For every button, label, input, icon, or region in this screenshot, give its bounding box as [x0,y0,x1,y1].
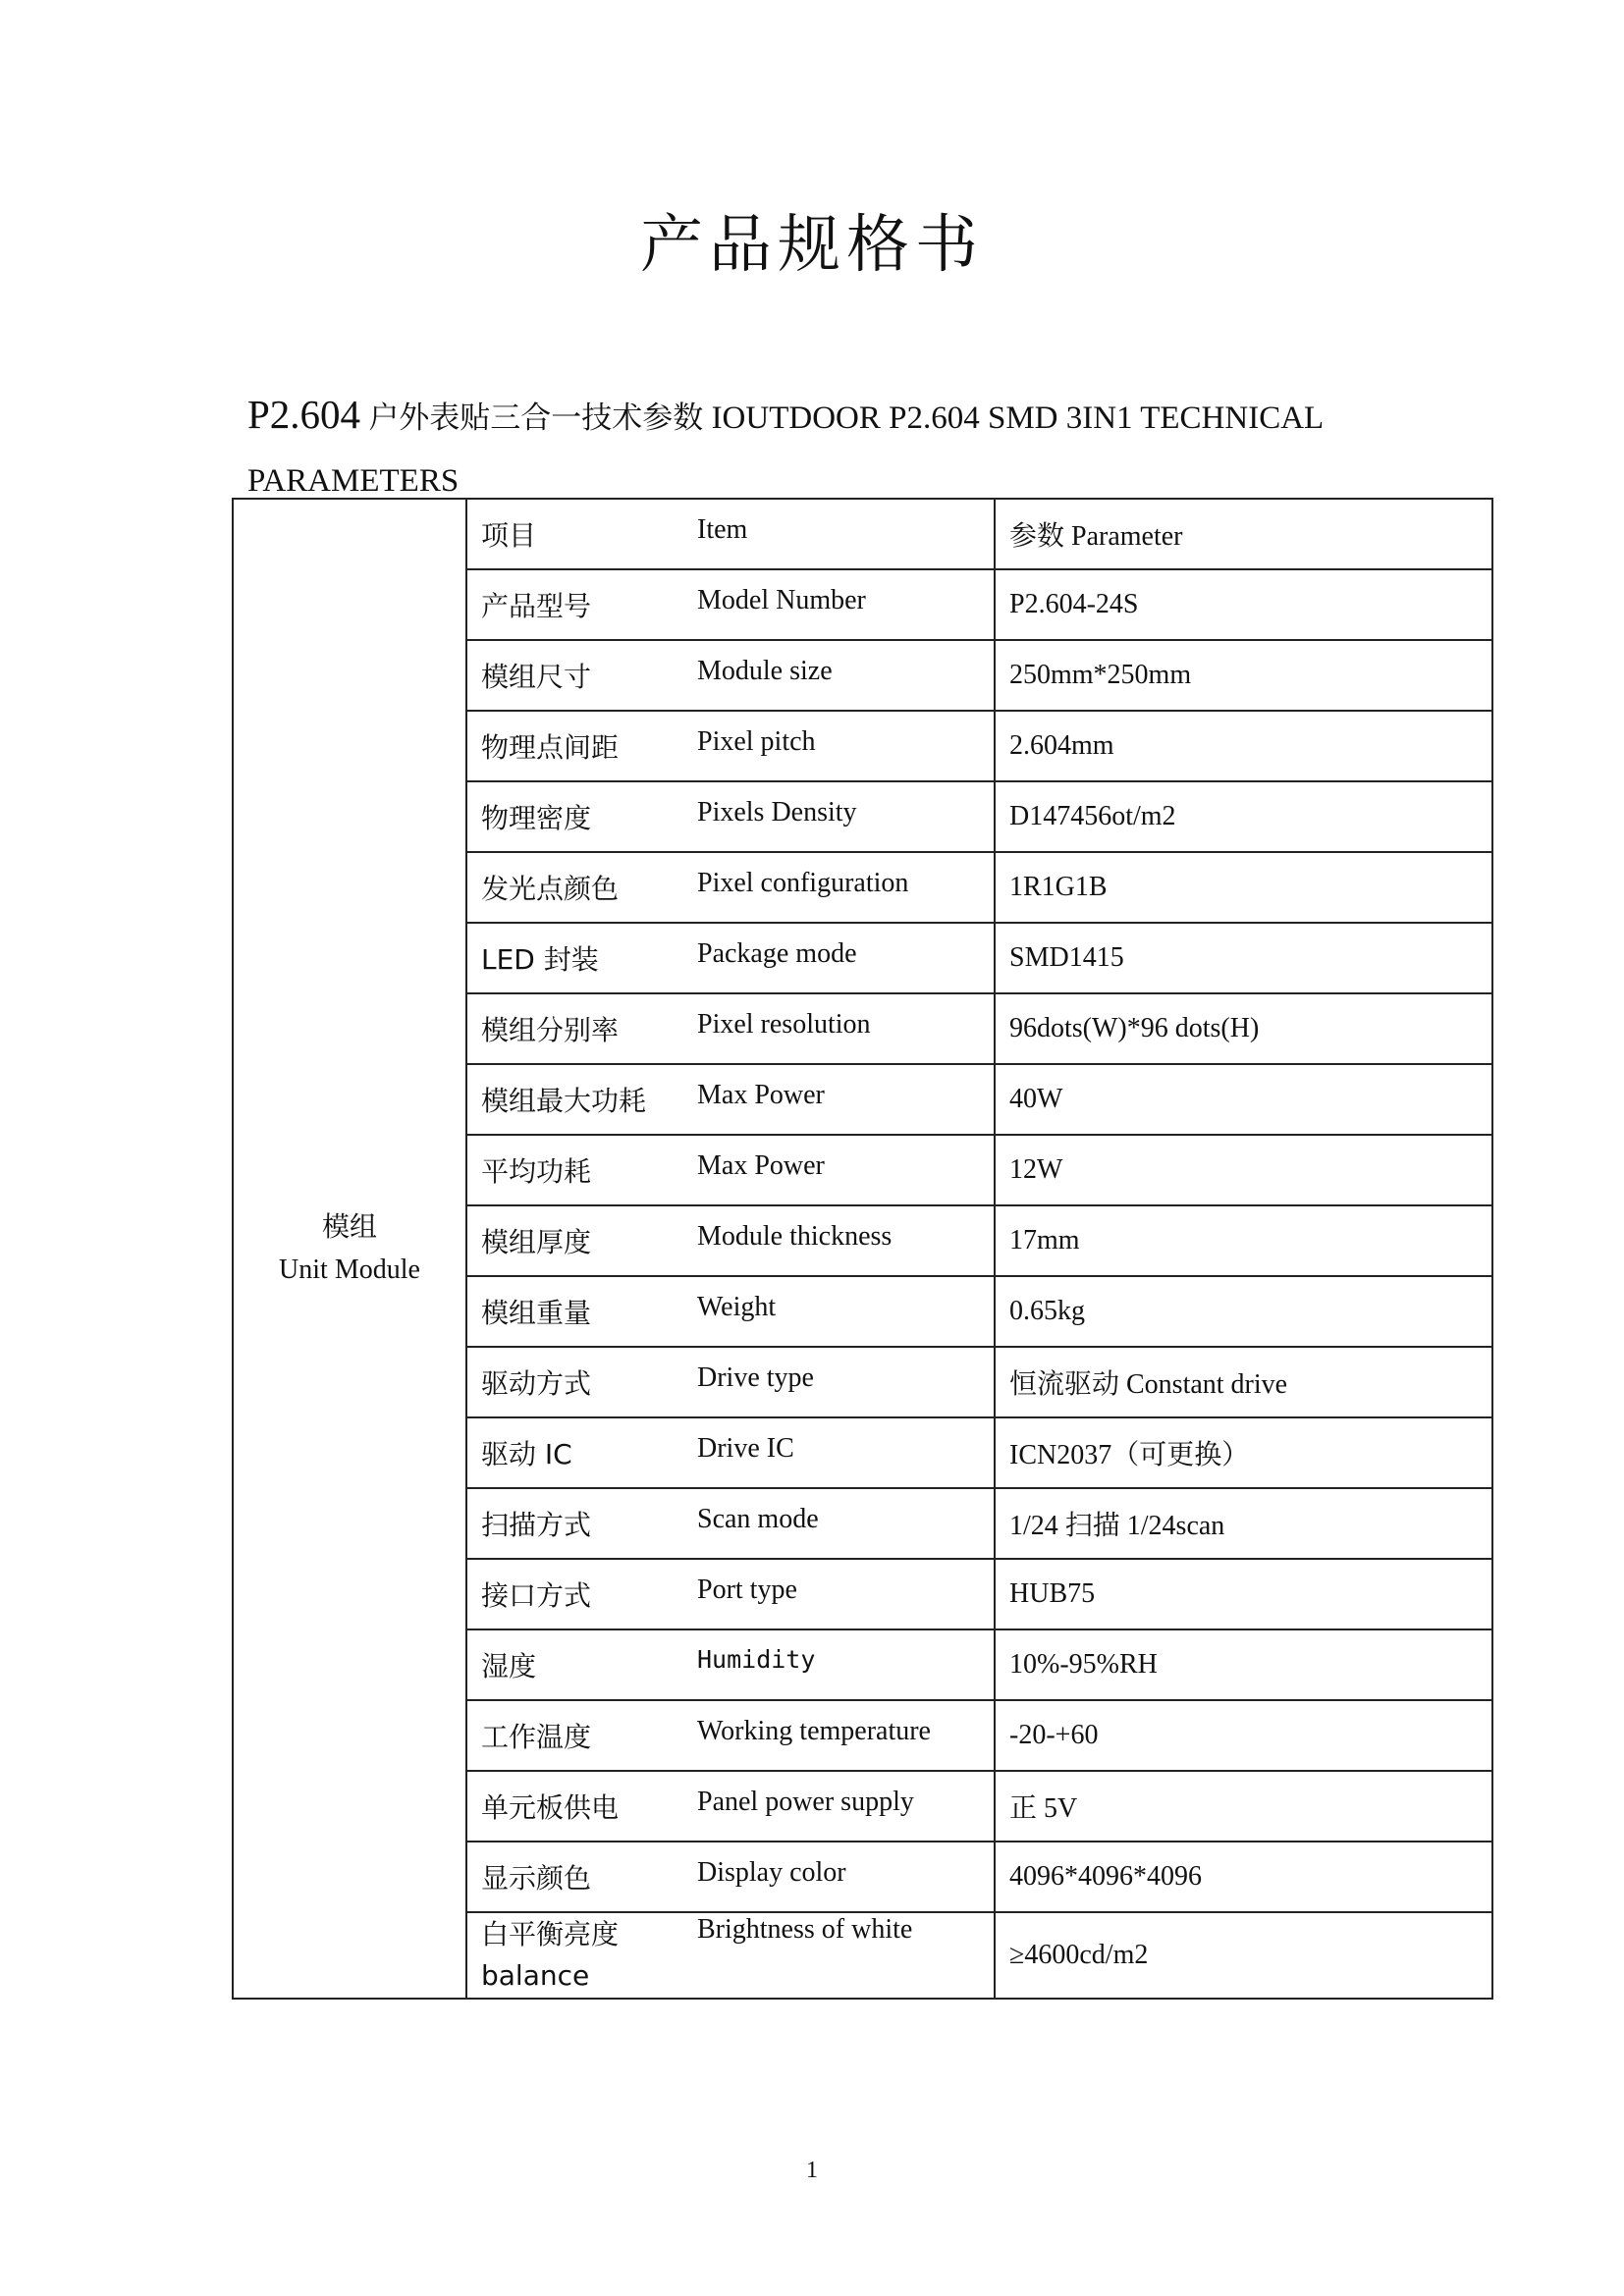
document-title: 产品规格书 [640,209,984,282]
item-cn: 接口方式 [481,1579,592,1612]
value-cell: 1R1G1B [995,852,1492,923]
item-cn: 平均功耗 [481,1155,592,1188]
value-cell: 恒流驱动 Constant drive [995,1347,1492,1417]
header-item-cell [466,499,995,569]
value-cell: P2.604-24S [995,569,1492,640]
item-cn: 产品型号 [481,590,592,622]
item-en: Drive type [697,1362,814,1393]
value-cell: 4096*4096*4096 [995,1842,1492,1912]
header-item-cn: 项目 [481,519,537,552]
item-en: Module thickness [697,1221,893,1252]
value-cell: 1/24 扫描 1/24scan [995,1488,1492,1559]
document-subtitle [247,383,1475,512]
item-cn: 模组厚度 [481,1226,592,1258]
item-en: Pixel configuration [697,868,909,898]
value-cell: 2.604mm [995,711,1492,781]
subtitle-cn: 户外表贴三合一技术参数 [368,400,704,436]
value-cell: 正 5V [995,1771,1492,1842]
value-cell: 17mm [995,1205,1492,1276]
subtitle-model: P2.604 [247,392,361,437]
value-cell: 10%-95%RH [995,1629,1492,1700]
item-cell [466,1417,995,1488]
item-cell [466,711,995,781]
item-cn: 单元板供电 [481,1791,620,1824]
value-cell: -20-+60 [995,1700,1492,1771]
item-cn: 显示颜色 [481,1862,592,1895]
value-cell: SMD1415 [995,923,1492,993]
item-cn: 模组尺寸 [481,661,592,693]
subtitle-en: IOUTDOOR P2.604 SMD 3IN1 TECHNICAL PARAMETERS [247,400,1323,499]
item-en: Pixels Density [697,797,857,828]
item-cell [466,1135,995,1205]
item-cell [466,1347,995,1417]
item-en: Pixel pitch [697,726,816,757]
item-en: Drive IC [697,1433,794,1464]
value-cell: HUB75 [995,1559,1492,1629]
item-cn: 模组重量 [481,1297,592,1329]
item-en: Max Power [697,1080,825,1110]
item-cn: 湿度 [481,1650,537,1682]
item-cell [466,640,995,711]
item-en: Pixel resolution [697,1009,871,1040]
header-item-en: Item [697,514,748,545]
item-en: Weight [697,1292,777,1322]
table-header-row [233,499,1492,569]
item-en: Panel power supply [697,1787,914,1817]
item-cell [466,781,995,852]
item-en: Scan mode [697,1504,819,1534]
item-cell [466,923,995,993]
item-cn: 白平衡亮度 balance [481,1918,620,1992]
group-cell [233,499,466,1999]
page-number: 1 [806,2158,818,2183]
item-cell [466,1842,995,1912]
item-cn: 驱动 IC [481,1438,572,1470]
item-cn: 物理密度 [481,802,592,834]
item-cell [466,1771,995,1842]
value-cell: ICN2037（可更换） [995,1417,1492,1488]
item-cell [466,1205,995,1276]
item-en: Display color [697,1857,846,1888]
item-cell [466,1276,995,1347]
item-cn: 模组分别率 [481,1014,620,1046]
item-cn: 扫描方式 [481,1509,592,1541]
item-en: Max Power [697,1150,825,1181]
item-cn: 发光点颜色 [481,873,620,905]
item-cell [466,1559,995,1629]
value-cell: 0.65kg [995,1276,1492,1347]
item-cell [466,1064,995,1135]
item-cn: 工作温度 [481,1721,592,1753]
value-cell: 12W [995,1135,1492,1205]
item-cell [466,1700,995,1771]
group-label-cn: 模组 [321,1210,377,1243]
item-cell [466,1488,995,1559]
spec-table [232,498,1493,2000]
item-en: Module size [697,656,833,686]
item-cell [466,569,995,640]
item-cn: 驱动方式 [481,1367,592,1400]
item-en: Brightness of white [697,1914,913,1945]
item-en: Port type [697,1575,797,1605]
item-cell [466,1629,995,1700]
value-cell: 40W [995,1064,1492,1135]
group-label-en: Unit Module [279,1255,420,1285]
item-cn: 物理点间距 [481,731,620,764]
item-en: Working temperature [697,1716,931,1746]
item-en: Humidity [697,1645,816,1674]
value-cell: 250mm*250mm [995,640,1492,711]
header-param-cell: 参数 Parameter [995,499,1492,569]
item-cell [466,993,995,1064]
item-en: Package mode [697,938,857,969]
value-cell: D147456ot/m2 [995,781,1492,852]
item-cell [466,852,995,923]
value-cell: ≥4600cd/m2 [995,1912,1492,1999]
item-cn: 模组最大功耗 [481,1085,647,1117]
value-cell: 96dots(W)*96 dots(H) [995,993,1492,1064]
item-en: Model Number [697,585,866,615]
item-cn: LED 封装 [481,943,599,976]
item-cell [466,1912,995,1999]
